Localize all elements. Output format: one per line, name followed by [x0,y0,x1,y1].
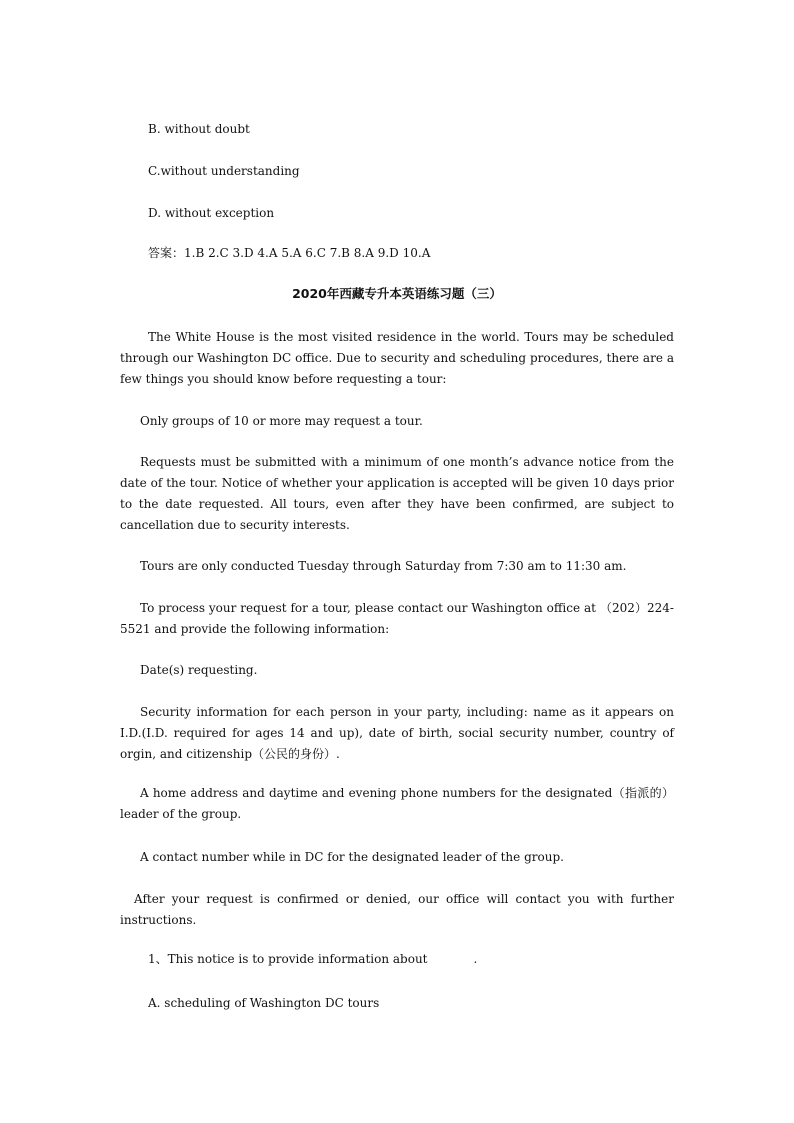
passage-paragraph-4: Tours are only conducted Tuesday through Saturday from 7:30 am to 11:30 am. [140,559,627,573]
passage-paragraph-5: To process your request for a tour, please contact our Washington office at （202）224-5521 and provide the following information: [120,601,674,636]
option-c-prev: C.without understanding [148,164,300,178]
answer-key: 答案：1.B 2.C 3.D 4.A 5.A 6.C 7.B 8.A 9.D 10.A [148,246,431,260]
passage-paragraph-8: A home address and daytime and evening phone numbers for the designated（指派的）leader of the group. [120,786,674,821]
passage-paragraph-9: A contact number while in DC for the designated leader of the group. [140,850,564,864]
passage-paragraph-10: After your request is confirmed or denied, our office will contact you with further instructions. [120,892,674,927]
passage-paragraph-3: Requests must be submitted with a minimum of one month’s advance notice from the date of the tour. Notice of whether your application is accepted will be given 10 days prior to the date requested. All tours, even after they have been confirmed, are subject to cancellation due to security interests. [120,455,674,532]
question-1-stem-end: . [473,952,478,966]
question-1-stem: 1、This notice is to provide information about [148,952,428,966]
question-1 [148,949,477,970]
passage-paragraph-1: The White House is the most visited residence in the world. Tours may be scheduled through our Washington DC office. Due to security and scheduling procedures, there are a few things you should know before requesting a tour: [120,330,674,386]
option-b-prev: B. without doubt [148,122,250,136]
option-d-prev: D. without exception [148,206,275,220]
question-1-option-a: A. scheduling of Washington DC tours [148,996,380,1010]
passage-paragraph-6: Date(s) requesting. [140,663,258,677]
passage-paragraph-7: Security information for each person in your party, including: name as it appears on I.D.(I.D. required for ages 14 and up), date of birth, social security number, country of orgin, and citizenship（公民的身份）. [120,705,674,761]
passage-paragraph-2: Only groups of 10 or more may request a tour. [140,414,423,428]
section-heading: 2020年西藏专升本英语练习题（三） [292,286,502,301]
